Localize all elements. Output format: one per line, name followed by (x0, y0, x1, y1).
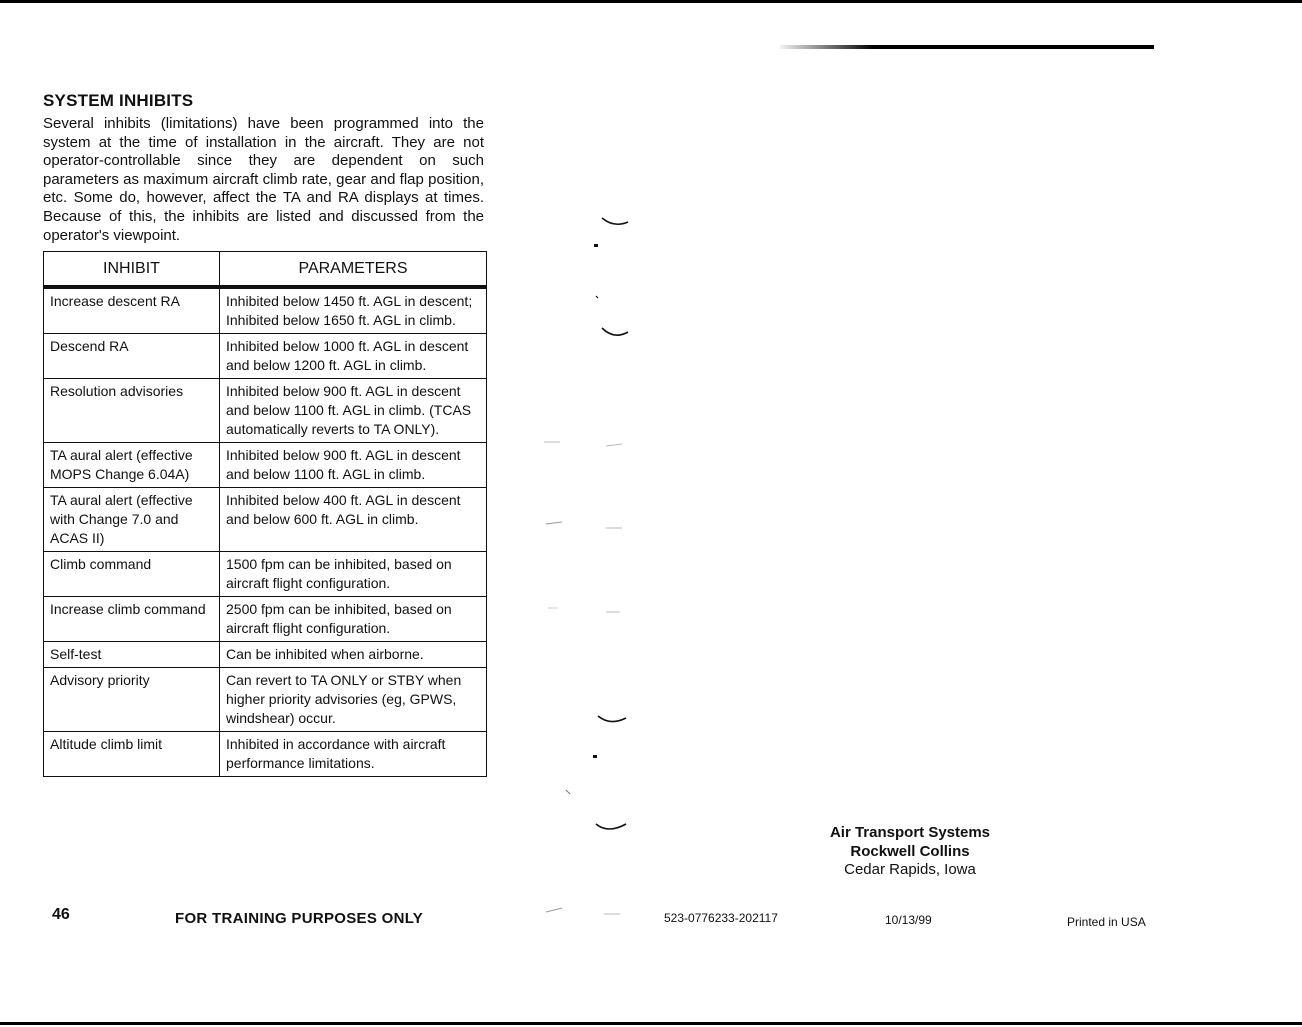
inhibit-cell: Advisory priority (44, 668, 220, 732)
inhibit-cell: TA aural alert (effective with Change 7.0 and ACAS II) (44, 488, 220, 552)
parameters-cell: Can revert to TA ONLY or STBY when higher priority advisories (eg, GPWS, windshear) occur. (220, 668, 487, 732)
training-notice: FOR TRAINING PURPOSES ONLY (175, 910, 424, 927)
printed-in: Printed in USA (1067, 915, 1146, 929)
document-number: 523-0776233-202117 (664, 911, 778, 925)
table-row (44, 334, 487, 379)
parameters-cell: 2500 fpm can be inhibited, based on aircraft flight configuration. (220, 597, 487, 642)
inhibit-cell: Increase climb command (44, 597, 220, 642)
parameters-cell: Inhibited below 1000 ft. AGL in descent and below 1200 ft. AGL in climb. (220, 334, 487, 379)
parameters-cell: Inhibited below 900 ft. AGL in descent and below 1100 ft. AGL in climb. (220, 443, 487, 488)
header-inhibit: INHIBIT (44, 252, 220, 288)
header-rule (780, 45, 1154, 49)
parameters-cell: 1500 fpm can be inhibited, based on aircraft flight configuration. (220, 552, 487, 597)
publisher-colophon (790, 824, 1030, 880)
colophon-company: Rockwell Collins (850, 842, 970, 860)
inhibits-table (43, 251, 487, 777)
parameters-cell: Inhibited in accordance with aircraft performance limitations. (220, 732, 487, 777)
inhibit-cell: TA aural alert (effective MOPS Change 6.04A) (44, 443, 220, 488)
table-row (44, 443, 487, 488)
table-row (44, 732, 487, 777)
inhibit-cell: Climb command (44, 552, 220, 597)
table-row (44, 287, 487, 334)
parameters-cell: Can be inhibited when airborne. (220, 642, 487, 668)
table-row (44, 552, 487, 597)
header-parameters: PARAMETERS (220, 252, 487, 288)
colophon-location: Cedar Rapids, Iowa (844, 861, 976, 878)
document-date: 10/13/99 (885, 913, 932, 927)
page-border-top (0, 0, 1302, 3)
parameters-cell: Inhibited below 1450 ft. AGL in descent; Inhibited below 1650 ft. AGL in climb. (220, 287, 487, 334)
inhibit-cell: Self-test (44, 642, 220, 668)
inhibit-cell: Descend RA (44, 334, 220, 379)
page-number: 46 (52, 906, 70, 923)
colophon-division: Air Transport Systems (829, 824, 991, 841)
section-title: SYSTEM INHIBITS (43, 91, 194, 110)
intro-paragraph: Several inhibits (limitations) have been programmed into the system at the time of installation in the aircraft. They are not operator-controllable since they are dependent on such parameters as maximum aircraft climb rate, gear and flap position, etc. Some do, however, affect the TA and RA displays at times. Because of this, the inhibits are listed and discussed from the operator's viewpoint. (43, 115, 484, 244)
parameters-cell: Inhibited below 900 ft. AGL in descent and below 1100 ft. AGL in climb. (TCAS automatically reverts to TA ONLY). (220, 379, 487, 443)
inhibit-cell: Increase descent RA (44, 287, 220, 334)
table-row (44, 668, 487, 732)
table-row (44, 488, 487, 552)
binder-ring-marks (540, 200, 640, 920)
table-header-row (44, 252, 487, 288)
inhibit-cell: Resolution advisories (44, 379, 220, 443)
table-row (44, 379, 487, 443)
inhibit-cell: Altitude climb limit (44, 732, 220, 777)
table-row (44, 642, 487, 668)
page-border-bottom (0, 1022, 1302, 1025)
table-row (44, 597, 487, 642)
parameters-cell: Inhibited below 400 ft. AGL in descent and below 600 ft. AGL in climb. (220, 488, 487, 552)
